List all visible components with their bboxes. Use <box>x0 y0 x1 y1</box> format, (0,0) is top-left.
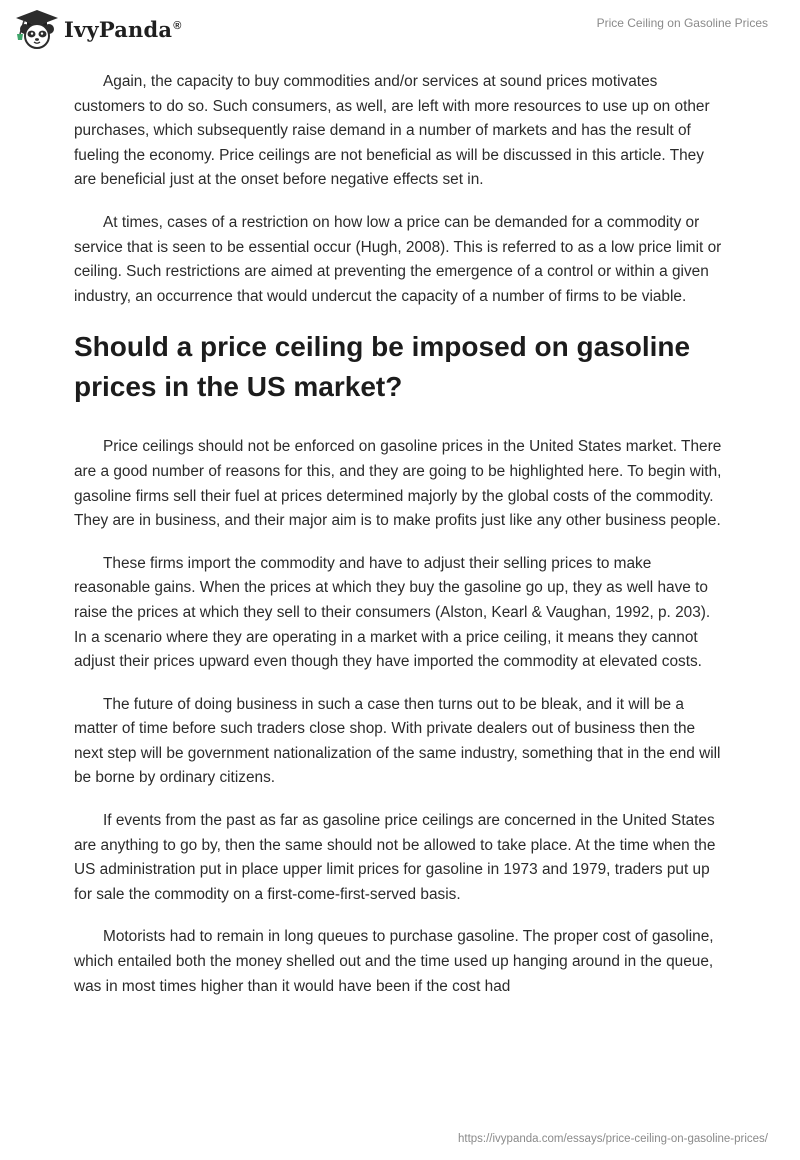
essay-body <box>74 70 724 1017</box>
paragraph: Motorists had to remain in long queues to purchase gasoline. The proper cost of gasoline, which entailed both the money shelled out and the time used up hanging around in the queue, was in most times higher than it would have been if the cost had <box>74 928 714 995</box>
paragraph: At times, cases of a restriction on how low a price can be demanded for a commodity or service that is seen to be essential occur (Hugh, 2008). This is referred to as a low price limit or ceiling. Such restrictions are aimed at preventing the emergence of a control or within a given industry, an occurrence that would undercut the capacity of a number of firms to be viable. <box>74 213 722 305</box>
logo-wordmark: IvyPanda® <box>64 16 182 42</box>
panda-graduate-icon <box>14 8 60 50</box>
paragraph: If events from the past as far as gasoline price ceilings are concerned in the United States are anything to go by, then the same should not be allowed to take place. At the time when the US administration put in place upper limit prices for gasoline in 1973 and 1979, traders put up for sale the commodity on a first-come-first-served basis. <box>74 812 716 903</box>
paragraph: Price ceilings should not be enforced on gasoline prices in the United States market. There are a good number of reasons for this, and they are going to be highlighted here. To begin with, gasoline firms sell their fuel at prices determined majorly by the global costs of the commodity. They are in business, and their major aim is to make profits just like any other business people. <box>74 438 722 530</box>
section-heading: Should a price ceiling be imposed on gasoline prices in the US market? <box>74 331 691 403</box>
paragraph: The future of doing business in such a case then turns out to be bleak, and it will be a matter of time before such traders close shop. With private dealers out of business then the next step will be government nationalization of the same industry, something that in the end will be borne by ordinary citizens. <box>74 695 721 787</box>
paragraph: Again, the capacity to buy commodities and/or services at sound prices motivates customers to do so. Such consumers, as well, are left with more resources to use up on other purchases, which subsequently raise demand in a number of markets and has the result of fueling the economy. Price ceilings are not beneficial as will be discussed in this article. They are beneficial just at the onset before negative effects set in. <box>74 73 710 189</box>
document-title: Price Ceiling on Gasoline Prices <box>596 16 768 30</box>
paragraph: These firms import the commodity and have to adjust their selling prices to make reasonable gains. When the prices at which they buy the gasoline go up, they as well have to raise the prices at which they sell to their consumers (Alston, Kearl & Vaughan, 1992, p. 203). In a scenario where they are operating in a market with a price ceiling, it means they cannot adjust their prices upward even though they have imported the commodity at elevated costs. <box>74 554 711 671</box>
source-url[interactable]: https://ivypanda.com/essays/price-ceiling-on-gasoline-prices/ <box>457 1133 768 1145</box>
page-header <box>0 0 800 60</box>
site-logo[interactable] <box>14 8 182 50</box>
